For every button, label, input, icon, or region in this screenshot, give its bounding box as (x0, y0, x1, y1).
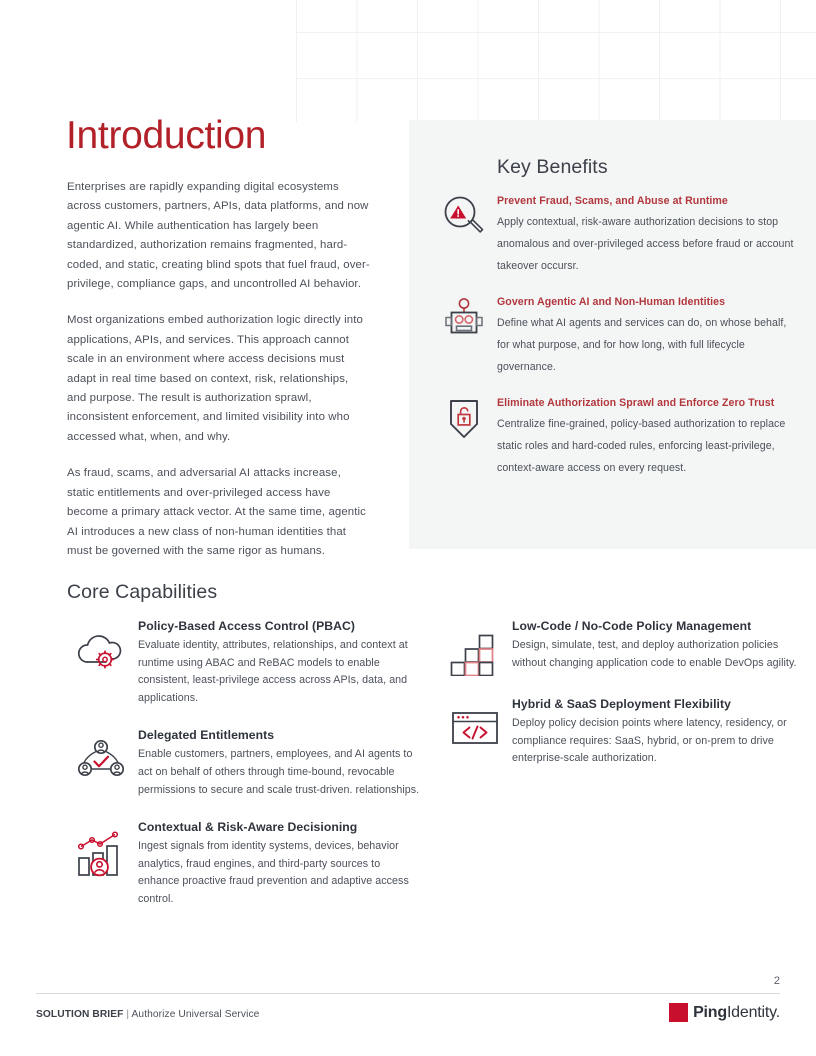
capability-body (512, 696, 812, 768)
capability-text: Deploy policy decision points where latency, residency, or compliance requires: SaaS, hybrid, or on-prem to drive enterprise-scale authorization. (512, 717, 787, 765)
cloud-gear-icon (64, 618, 138, 676)
footer-doc-type: SOLUTION BRIEF (36, 1009, 124, 1020)
key-benefit-text: Centralize fine-grained, policy-based authorization to replace static roles and hard-coded rules, enforcing least-privilege, context-aware access on every request. (497, 418, 786, 474)
capability-item (438, 696, 812, 768)
key-benefits-panel (409, 120, 816, 549)
logo-square-icon (669, 1003, 688, 1022)
capabilities-left-column (64, 618, 438, 929)
capability-item (64, 727, 438, 799)
capability-heading: Delegated Entitlements (138, 728, 275, 743)
logo-period: . (775, 1003, 780, 1021)
key-benefit-body (497, 394, 800, 479)
key-benefit-heading: Prevent Fraud, Scams, and Abuse at Runtime (497, 195, 728, 207)
key-benefit-item (431, 192, 800, 277)
intro-paragraph: As fraud, scams, and adversarial AI attacks increase, static entitlements and over-privileged access have become a primary attack vector. At the same time, agentic AI introduces a new class of non-human identities that must be governed with the same rigor as humans. (67, 467, 366, 557)
footer-label (36, 1009, 259, 1020)
ping-identity-logo (669, 1003, 780, 1022)
logo-ping-text: Ping (693, 1003, 727, 1021)
logo-wordmark (693, 1005, 780, 1021)
capability-heading: Policy-Based Access Control (PBAC) (138, 619, 355, 633)
capability-text: Enable customers, partners, employees, and AI agents to act on behalf of others through time-bound, revocable permissions to secure and scale trust-driven. relationships. (138, 748, 420, 796)
logo-identity-text: Identity (726, 1003, 776, 1021)
key-benefits-title: Key Benefits (497, 156, 608, 178)
intro-paragraph: Most organizations embed authorization logic directly into applications, APIs, and services. This approach cannot scale in an environment where access decisions must adapt in real time based on context, risk, relationships, and purpose. The result is authorization sprawl, inconsistent enforcement, and limited visibility into who accessed what, when, and why. (67, 314, 363, 443)
capability-body (138, 819, 438, 908)
capabilities-right-column (438, 618, 812, 929)
key-benefit-body (497, 293, 800, 378)
capability-body (138, 618, 438, 707)
page-number: 2 (773, 975, 780, 987)
decorative-grid-pattern (296, 0, 816, 122)
introduction-text-column (67, 178, 370, 561)
footer-doc-title: Authorize Universal Service (131, 1009, 260, 1020)
robot-icon (431, 293, 497, 341)
key-benefit-item (431, 293, 800, 378)
capability-body (138, 727, 438, 799)
bar-chart-user-icon (64, 819, 138, 879)
browser-code-icon (438, 696, 512, 750)
capability-item (64, 618, 438, 707)
key-benefit-heading: Eliminate Authorization Sprawl and Enforce Zero Trust (497, 397, 775, 409)
users-network-check-icon (64, 727, 138, 785)
core-capabilities-grid (64, 618, 812, 929)
key-benefit-item (431, 394, 800, 479)
capability-heading: Low-Code / No-Code Policy Management (512, 619, 752, 633)
capability-item (438, 618, 812, 676)
page-title: Introduction (66, 114, 267, 157)
capability-item (64, 819, 438, 908)
key-benefits-list (431, 192, 800, 479)
capability-text: Design, simulate, test, and deploy authorization policies without changing application code to enable DevOps agility. (512, 639, 797, 669)
capability-heading: Contextual & Risk-Aware Decisioning (138, 820, 358, 835)
core-capabilities-title: Core Capabilities (67, 581, 218, 603)
footer-divider (36, 993, 780, 994)
magnifier-warning-icon (431, 192, 497, 240)
key-benefit-heading: Govern Agentic AI and Non-Human Identities (497, 296, 726, 308)
capability-text: Ingest signals from identity systems, devices, behavior analytics, fraud engines, and third-party sources to enhance proactive fraud prevention and adaptive access control. (138, 840, 409, 905)
footer-separator: | (126, 1009, 130, 1020)
capability-text: Evaluate identity, attributes, relationships, and context at runtime using ABAC and ReBAC models to enable consistent, least-privilege access across APIs, data, and applications. (138, 639, 408, 704)
key-benefit-body (497, 192, 800, 277)
capability-heading: Hybrid & SaaS Deployment Flexibility (512, 697, 731, 711)
key-benefit-text: Apply contextual, risk-aware authorization decisions to stop anomalous and over-privileged access before fraud or account takeover occursr. (497, 216, 794, 272)
shield-unlock-icon (431, 394, 497, 442)
key-benefit-text: Define what AI agents and services can do, on whose behalf, for what purpose, and for how long, with full lifecycle governance. (497, 317, 787, 373)
blocks-stair-icon (438, 618, 512, 676)
intro-paragraph: Enterprises are rapidly expanding digital ecosystems across customers, partners, APIs, data platforms, and now agentic AI. While authentication has largely been standardized, authorization remains fragmented, hard-coded, and static, creating blind spots that fuel fraud, over-privilege, compliance gaps, and uncontrolled AI behavior. (67, 181, 370, 291)
capability-body (512, 618, 812, 672)
